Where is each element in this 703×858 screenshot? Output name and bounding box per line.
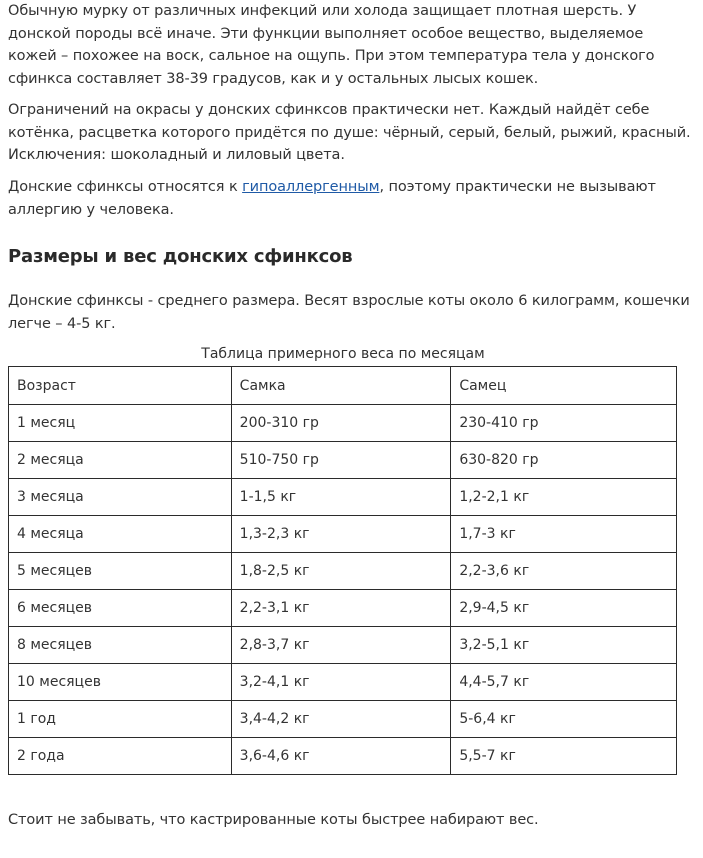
table-row — [9, 516, 677, 553]
cell-male-weight: 630-820 гр — [451, 442, 677, 479]
paragraph-neutered: Стоит не забывать, что кастрированные коты быстрее набирают вес. — [8, 812, 539, 828]
paragraph-colors: Ограничений на окрасы у донских сфинксов практически нет. Каждый найдёт себе котёнка, расцветка которого придётся по душе: чёрный, серый, белый, рыжий, красный. Исключения: шоколадный и лиловый цвета. — [8, 102, 691, 163]
paragraph-fur: Обычную мурку от различных инфекций или холода защищает плотная шерсть. У донской породы всё иначе. Эти функции выполняет особое вещество, выделяемое кожей – похожее на воск, сальное на ощупь. При этом температура тела у донского сфинкса составляет 38-39 градусов, как и у остальных лысых кошек. — [8, 3, 655, 87]
header-male: Самец — [451, 367, 677, 405]
cell-male-weight: 230-410 гр — [451, 405, 677, 442]
table-row — [9, 664, 677, 701]
table-row — [9, 405, 677, 442]
cell-female-weight: 2,8-3,7 кг — [231, 627, 451, 664]
table-row — [9, 553, 677, 590]
cell-age: 8 месяцев — [9, 627, 232, 664]
table-row — [9, 479, 677, 516]
cell-female-weight: 1,8-2,5 кг — [231, 553, 451, 590]
cell-female-weight: 1,3-2,3 кг — [231, 516, 451, 553]
cell-male-weight: 1,2-2,1 кг — [451, 479, 677, 516]
table-row — [9, 442, 677, 479]
cell-male-weight: 4,4-5,7 кг — [451, 664, 677, 701]
table-header-row — [9, 367, 677, 405]
paragraph-allergy — [8, 176, 693, 221]
cell-female-weight: 1-1,5 кг — [231, 479, 451, 516]
paragraph-allergy-text-end: , поэтому практически не вызывают аллергию у человека. — [8, 179, 656, 218]
paragraph-allergy-text-start: Донские сфинксы относятся к — [8, 179, 243, 195]
cell-age: 1 год — [9, 701, 232, 738]
cell-female-weight: 3,6-4,6 кг — [231, 738, 451, 775]
cell-male-weight: 5-6,4 кг — [451, 701, 677, 738]
cell-age: 1 месяц — [9, 405, 232, 442]
cell-age: 10 месяцев — [9, 664, 232, 701]
table-row — [9, 701, 677, 738]
cell-female-weight: 510-750 гр — [231, 442, 451, 479]
weight-table — [8, 366, 677, 775]
header-age: Возраст — [9, 367, 232, 405]
cell-age: 5 месяцев — [9, 553, 232, 590]
table-row — [9, 738, 677, 775]
cell-male-weight: 2,2-3,6 кг — [451, 553, 677, 590]
table-body — [9, 405, 677, 775]
cell-age: 3 месяца — [9, 479, 232, 516]
cell-age: 2 года — [9, 738, 232, 775]
table-row — [9, 590, 677, 627]
cell-male-weight: 5,5-7 кг — [451, 738, 677, 775]
section-heading: Размеры и вес донских сфинксов — [8, 246, 353, 267]
paragraph-size: Донские сфинксы - среднего размера. Весят взрослые коты около 6 килограмм, кошечки легче – 4-5 кг. — [8, 293, 690, 332]
cell-female-weight: 3,4-4,2 кг — [231, 701, 451, 738]
cell-female-weight: 3,2-4,1 кг — [231, 664, 451, 701]
cell-female-weight: 200-310 гр — [231, 405, 451, 442]
cell-age: 4 месяца — [9, 516, 232, 553]
cell-age: 2 месяца — [9, 442, 232, 479]
table-row — [9, 627, 677, 664]
table-caption: Таблица примерного веса по месяцам — [201, 346, 485, 362]
header-female: Самка — [231, 367, 451, 405]
cell-male-weight: 2,9-4,5 кг — [451, 590, 677, 627]
cell-age: 6 месяцев — [9, 590, 232, 627]
cell-male-weight: 1,7-3 кг — [451, 516, 677, 553]
cell-male-weight: 3,2-5,1 кг — [451, 627, 677, 664]
cell-female-weight: 2,2-3,1 кг — [231, 590, 451, 627]
hypoallergenic-link[interactable]: гипоаллергенным — [242, 179, 380, 195]
